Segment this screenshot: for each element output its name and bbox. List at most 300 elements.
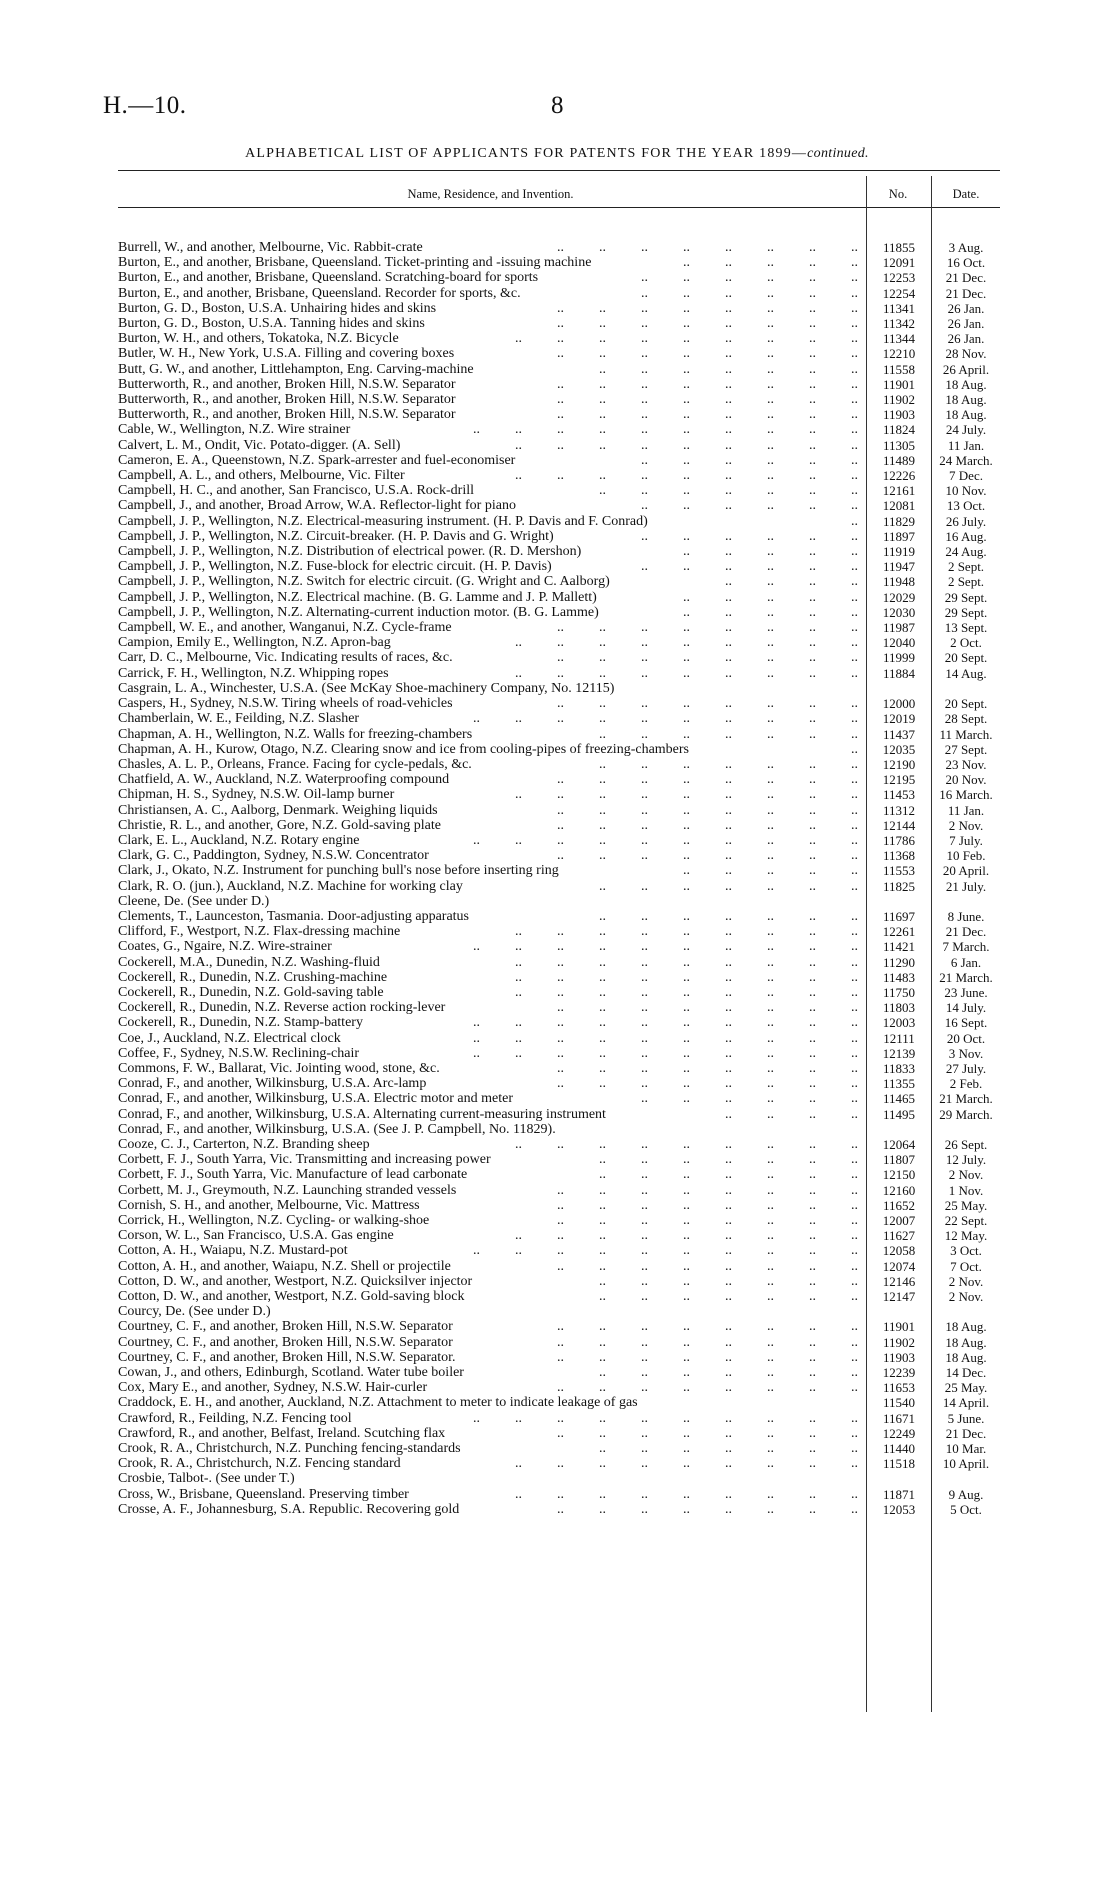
dot-leader: .. .. .. .. .. .. .. ..	[557, 1197, 858, 1213]
table-row	[0, 894, 1114, 909]
dot-leader: .. .. .. .. .. .. .. ..	[557, 376, 858, 392]
dot-leader: .. .. .. .. .. .. .. ..	[557, 407, 858, 423]
patent-number: 11652	[882, 1197, 916, 1213]
report-reference: H.—10.	[103, 92, 187, 119]
table-row	[0, 757, 1114, 772]
dot-leader: .. .. .. .. .. .. .. ..	[557, 1319, 858, 1335]
applicant-entry	[118, 681, 858, 696]
applicant-entry	[118, 1304, 858, 1319]
applicant-text: Chasles, A. L. P., Orleans, France. Facing for cycle-pedals, &c.	[118, 756, 472, 772]
dot-leader: .. .. .. .. .. .. ..	[599, 1365, 858, 1381]
table-row	[0, 453, 1114, 468]
patent-number: 11902	[882, 392, 916, 408]
table-row	[0, 1395, 1114, 1410]
patent-number: 11987	[882, 620, 916, 636]
table-row	[0, 514, 1114, 529]
dot-leader: .. .. .. .. .. .. .. .. ..	[515, 1456, 858, 1472]
dot-leader: .. .. .. .. .. .. .. .. ..	[515, 635, 858, 651]
applicant-text: Cooze, C. J., Carterton, N.Z. Branding sheep	[118, 1136, 370, 1152]
table-row	[0, 1228, 1114, 1243]
applicant-text: Campbell, J. P., Wellington, N.Z. Fuse-block for electric circuit. (H. P. Davis)	[118, 559, 552, 575]
table-row	[0, 483, 1114, 498]
dot-leader: .. .. .. .. .. .. .. ..	[557, 1213, 858, 1228]
applicant-text: Campbell, J. P., Wellington, N.Z. Electrical machine. (B. G. Lamme and J. P. Mallett)	[118, 589, 597, 605]
patent-number: 11437	[882, 726, 916, 742]
patent-number: 12161	[882, 483, 916, 499]
table-row	[0, 803, 1114, 818]
table-row	[0, 574, 1114, 589]
application-date: 14 Aug.	[945, 665, 987, 681]
applicant-text: Cornish, S. H., and another, Melbourne, Vic. Mattress	[118, 1197, 420, 1213]
applicant-text: Clark, R. O. (jun.), Auckland, N.Z. Machine for working clay	[118, 878, 463, 894]
patent-number: 11697	[882, 908, 916, 924]
applicant-text: Clark, G. C., Paddington, Sydney, N.S.W. Concentrator	[118, 848, 429, 864]
patent-number: 11453	[882, 787, 916, 803]
patent-number: 12226	[882, 468, 916, 484]
applicant-text: Corson, W. L., San Francisco, U.S.A. Gas engine	[118, 1228, 394, 1244]
applicant-entry	[118, 1091, 858, 1106]
applicant-text: Butler, W. H., New York, U.S.A. Filling and covering boxes	[118, 346, 455, 362]
application-date: 26 Jan.	[947, 331, 985, 347]
patent-number: 11540	[882, 1395, 916, 1411]
patent-number: 11440	[882, 1441, 916, 1457]
application-date: 2 Nov.	[948, 1289, 984, 1305]
application-date: 10 April.	[942, 1456, 990, 1472]
applicant-entry	[118, 468, 858, 483]
patent-number: 11855	[882, 240, 916, 255]
application-date: 26 Sept.	[944, 1136, 988, 1152]
table-row	[0, 1365, 1114, 1380]
table-row	[0, 1000, 1114, 1015]
application-date: 21 Dec.	[945, 285, 987, 301]
dot-leader: .. .. .. .. .. .. ..	[599, 908, 858, 924]
applicant-text: Burton, E., and another, Brisbane, Queensland. Ticket-printing and -issuing machine	[118, 255, 592, 271]
application-date: 20 April.	[942, 863, 990, 879]
table-row	[0, 1471, 1114, 1486]
dot-leader: .. .. .. .. .. ..	[641, 559, 858, 575]
applicant-text: Chipman, H. S., Sydney, N.S.W. Oil-lamp burner	[118, 787, 395, 803]
applicant-entry	[118, 1411, 858, 1426]
applicant-text: Burton, E., and another, Brisbane, Queensland. Scratching-board for sports	[118, 270, 539, 286]
patent-number: 12030	[882, 604, 916, 620]
table-row	[0, 498, 1114, 513]
dot-leader: .. .. .. .. .. .. .. ..	[557, 1425, 858, 1441]
table-row	[0, 1441, 1114, 1456]
patent-number: 12111	[883, 1030, 915, 1046]
applicant-text: Courcy, De. (See under D.)	[118, 1304, 271, 1320]
patent-number: 12190	[882, 756, 916, 772]
dot-leader: .. .. .. .. .. .. .. ..	[557, 1501, 858, 1517]
application-date: 8 June.	[947, 908, 985, 924]
table-row	[0, 696, 1114, 711]
applicant-text: Cameron, E. A., Queenstown, N.Z. Spark-arrester and fuel-economiser	[118, 452, 516, 468]
application-date: 18 Aug.	[945, 392, 987, 408]
dot-leader: .. .. .. .. .. .. .. .. .. ..	[473, 711, 858, 727]
applicant-entry	[118, 1137, 858, 1152]
applicant-text: Carrick, F. H., Wellington, N.Z. Whipping ropes	[118, 665, 389, 681]
applicant-text: Cleene, De. (See under D.)	[118, 893, 270, 909]
applicant-entry	[118, 240, 858, 255]
table-row	[0, 1015, 1114, 1030]
table-row	[0, 544, 1114, 559]
applicant-entry	[118, 362, 858, 377]
applicant-entry	[118, 1228, 858, 1243]
applicant-text: Crawford, R., Feilding, N.Z. Fencing tool	[118, 1410, 352, 1426]
table-row	[0, 559, 1114, 574]
applicant-text: Coates, G., Ngaire, N.Z. Wire-strainer	[118, 939, 332, 955]
dot-leader: .. .. .. .. .. .. .. ..	[557, 1349, 858, 1365]
patent-number: 11341	[882, 300, 916, 316]
table-row	[0, 1487, 1114, 1502]
dot-leader: .. .. .. .. .. .. .. ..	[557, 1060, 858, 1076]
applicant-entry	[118, 650, 858, 665]
applicant-text: Courtney, C. F., and another, Broken Hill, N.S.W. Separator	[118, 1319, 453, 1335]
application-date: 24 July.	[945, 422, 987, 438]
dot-leader: .. .. .. .. .. ..	[641, 285, 858, 301]
table-row	[0, 1198, 1114, 1213]
application-date: 11 Jan.	[947, 802, 985, 818]
patent-number: 11897	[882, 528, 916, 544]
dot-leader: .. .. .. .. .. .. .. ..	[557, 1076, 858, 1092]
page-title	[0, 146, 1114, 162]
dot-leader: .. .. .. .. .. .. .. .. .. ..	[473, 1045, 858, 1061]
table-row	[0, 970, 1114, 985]
applicant-entry	[118, 1441, 858, 1456]
applicant-text: Butt, G. W., and another, Littlehampton, Eng. Carving-machine	[118, 361, 474, 377]
patent-number: 11999	[882, 650, 916, 666]
application-date: 22 Sept.	[944, 1213, 988, 1228]
table-row	[0, 377, 1114, 392]
applicant-entry	[118, 848, 858, 863]
application-date: 21 Dec.	[945, 1425, 987, 1441]
applicant-entry	[118, 833, 858, 848]
application-date: 9 Aug.	[948, 1486, 984, 1502]
applicant-text: Cable, W., Wellington, N.Z. Wire strainer	[118, 422, 351, 438]
dot-leader: .. .. .. .. .. .. .. .. ..	[515, 437, 858, 453]
applicant-text: Campbell, J. P., Wellington, N.Z. Electrical-measuring instrument. (H. P. Davis and F. Conrad)	[118, 513, 648, 529]
applicant-entry	[118, 407, 858, 422]
application-date: 10 Feb.	[946, 848, 986, 864]
application-date: 21 March.	[939, 1091, 993, 1107]
patent-number: 11825	[882, 878, 916, 894]
dot-leader: .. .. .. .. .. .. ..	[599, 1152, 858, 1168]
dot-leader: .. .. .. .. .. .. .. .. ..	[515, 1486, 858, 1502]
application-date: 7 Oct.	[950, 1258, 982, 1274]
application-date: 21 July.	[945, 878, 987, 894]
applicant-text: Chapman, A. H., Wellington, N.Z. Walls for freezing-chambers	[118, 726, 473, 742]
application-date: 11 March.	[939, 726, 993, 742]
applicant-text: Burton, G. D., Boston, U.S.A. Tanning hides and skins	[118, 316, 425, 332]
table-row	[0, 1380, 1114, 1395]
table-row	[0, 301, 1114, 316]
applicant-text: Caspers, H., Sydney, N.S.W. Tiring wheels of road-vehicles	[118, 696, 453, 712]
application-date: 29 Sept.	[944, 604, 988, 620]
application-date: 24 March.	[939, 452, 993, 468]
applicant-text: Clifford, F., Westport, N.Z. Flax-dressing machine	[118, 924, 401, 940]
dot-leader: .. .. .. .. ..	[683, 255, 858, 271]
applicant-entry	[118, 270, 858, 285]
dot-leader: .. .. .. ..	[725, 1106, 858, 1122]
applicant-text: Christie, R. L., and another, Gore, N.Z. Gold-saving plate	[118, 817, 441, 833]
application-date: 2 Feb.	[949, 1076, 983, 1092]
applicant-entry	[118, 544, 858, 559]
application-date: 26 April.	[942, 361, 990, 377]
dot-leader: .. .. .. .. .. .. .. .. .. ..	[473, 1243, 858, 1259]
applicant-entry	[118, 1152, 858, 1167]
table-row	[0, 270, 1114, 285]
table-row	[0, 1076, 1114, 1091]
dot-leader: .. .. .. .. .. .. .. .. ..	[515, 1136, 858, 1152]
applicant-text: Chapman, A. H., Kurow, Otago, N.Z. Clearing snow and ice from cooling-pipes of freezing-chambers	[118, 741, 689, 757]
patent-number: 12064	[882, 1136, 916, 1152]
application-date: 27 Sept.	[944, 741, 988, 757]
application-date: 20 Sept.	[944, 650, 988, 666]
dot-leader: .. .. .. .. .. .. ..	[599, 726, 858, 742]
dot-leader: .. .. .. .. ..	[683, 544, 858, 560]
application-date: 29 Sept.	[944, 589, 988, 605]
table-row	[0, 590, 1114, 605]
dot-leader: .. .. .. .. .. .. .. .. ..	[515, 468, 858, 484]
applicant-text: Campion, Emily E., Wellington, N.Z. Apron-bag	[118, 635, 391, 651]
table-row	[0, 1319, 1114, 1334]
dot-leader: .. .. .. .. .. .. .. ..	[557, 817, 858, 833]
applicant-text: Campbell, W. E., and another, Wanganui, N.Z. Cycle-frame	[118, 620, 452, 636]
applicant-text: Coffee, F., Sydney, N.S.W. Reclining-chair	[118, 1045, 359, 1061]
table-row	[0, 1167, 1114, 1182]
applicant-entry	[118, 1046, 858, 1061]
applicant-text: Conrad, F., and another, Wilkinsburg, U.S.A. Alternating current-measuring instrument	[118, 1106, 606, 1122]
table-row	[0, 1289, 1114, 1304]
applicant-text: Burton, W. H., and others, Tokatoka, N.Z. Bicycle	[118, 331, 399, 347]
patent-number: 12040	[882, 635, 916, 651]
application-date: 28 Nov.	[945, 346, 987, 362]
applicant-entry	[118, 1380, 858, 1395]
table-row	[0, 1502, 1114, 1517]
applicant-entry	[118, 1456, 858, 1471]
applicant-entry	[118, 1031, 858, 1046]
applicant-entry	[118, 514, 858, 529]
patent-number: 11824	[882, 422, 916, 438]
table-row	[0, 848, 1114, 863]
applicant-entry	[118, 772, 858, 787]
table-row	[0, 635, 1114, 650]
patent-number: 11290	[882, 954, 916, 970]
application-date: 28 Sept.	[944, 711, 988, 727]
patent-number: 12261	[882, 924, 916, 940]
dot-leader: .. .. .. .. .. .. .. ..	[557, 620, 858, 636]
applicant-text: Burton, G. D., Boston, U.S.A. Unhairing hides and skins	[118, 300, 437, 316]
application-date: 6 Jan.	[950, 954, 982, 970]
applicant-entry	[118, 301, 858, 316]
application-date: 16 Aug.	[945, 528, 987, 544]
application-date: 27 July.	[945, 1060, 987, 1076]
dot-leader: .. .. .. .. ..	[683, 863, 858, 879]
table-row	[0, 818, 1114, 833]
dot-leader: .. .. .. .. .. .. .. .. ..	[515, 331, 858, 347]
applicant-entry	[118, 879, 858, 894]
patent-number: 12254	[882, 285, 916, 301]
applicant-entry	[118, 818, 858, 833]
table-row	[0, 286, 1114, 301]
table-row	[0, 620, 1114, 635]
dot-leader: .. .. .. .. .. .. ..	[599, 483, 858, 499]
patent-number: 12139	[882, 1045, 916, 1061]
application-date: 20 Sept.	[944, 696, 988, 712]
patent-number: 11653	[882, 1380, 916, 1396]
applicant-text: Cockerell, M.A., Dunedin, N.Z. Washing-fluid	[118, 954, 380, 970]
patent-number: 12239	[882, 1365, 916, 1381]
dot-leader: .. .. .. .. .. .. .. .. ..	[515, 787, 858, 803]
applicant-entry	[118, 422, 858, 437]
dot-leader: .. .. .. .. .. .. ..	[599, 1167, 858, 1183]
applicant-entry	[118, 1471, 858, 1486]
applicant-entry	[118, 1365, 858, 1380]
dot-leader: .. .. .. .. .. .. .. ..	[557, 772, 858, 788]
applicant-list	[0, 240, 1114, 1517]
dot-leader: .. .. .. .. .. .. .. ..	[557, 848, 858, 864]
patent-number: 11344	[882, 331, 916, 347]
patent-number: 12147	[882, 1289, 916, 1305]
table-header-rule	[118, 207, 1000, 208]
dot-leader: .. .. .. .. .. .. ..	[599, 878, 858, 894]
applicant-text: Corbett, F. J., South Yarra, Vic. Manufacture of lead carbonate	[118, 1167, 468, 1183]
table-row	[0, 1031, 1114, 1046]
application-date: 25 May.	[944, 1197, 988, 1213]
dot-leader: .. .. .. .. .. .. .. .. ..	[515, 954, 858, 970]
applicant-entry	[118, 1274, 858, 1289]
patent-number: 12029	[882, 589, 916, 605]
table-row	[0, 1350, 1114, 1365]
table-row	[0, 1183, 1114, 1198]
patent-number: 11421	[882, 939, 916, 955]
applicant-entry	[118, 803, 858, 818]
page-title-main: ALPHABETICAL LIST OF APPLICANTS FOR PATENTS FOR THE YEAR 1899—	[245, 146, 808, 161]
applicant-text: Coe, J., Auckland, N.Z. Electrical clock	[118, 1030, 341, 1046]
applicant-text: Craddock, E. H., and another, Auckland, N.Z. Attachment to meter to indicate leakage of gas	[118, 1395, 638, 1411]
application-date: 21 March.	[939, 969, 993, 985]
table-row	[0, 727, 1114, 742]
applicant-entry	[118, 1335, 858, 1350]
applicant-text: Burton, E., and another, Brisbane, Queensland. Recorder for sports, &c.	[118, 285, 521, 301]
column-header-name: Name, Residence, and Invention.	[407, 187, 574, 201]
table-row	[0, 346, 1114, 361]
applicant-entry	[118, 711, 858, 726]
applicant-text: Campbell, J. P., Wellington, N.Z. Switch for electric circuit. (G. Wright and C. Aalborg)	[118, 574, 610, 590]
patent-number: 12150	[882, 1167, 916, 1183]
applicant-entry	[118, 529, 858, 544]
applicant-text: Corrick, H., Wellington, N.Z. Cycling- or walking-shoe	[118, 1213, 430, 1228]
applicant-entry	[118, 438, 858, 453]
table-row	[0, 924, 1114, 939]
column-header-number: No.	[888, 187, 908, 201]
application-date: 12 May.	[944, 1228, 988, 1244]
patent-number: 11829	[882, 513, 916, 529]
applicant-text: Cockerell, R., Dunedin, N.Z. Stamp-battery	[118, 1015, 363, 1031]
patent-number: 12160	[882, 1182, 916, 1198]
applicant-entry	[118, 1319, 858, 1334]
applicant-entry	[118, 1015, 858, 1030]
applicant-entry	[118, 1183, 858, 1198]
applicant-entry	[118, 1000, 858, 1015]
applicant-entry	[118, 1487, 858, 1502]
table-row	[0, 681, 1114, 696]
dot-leader: .. .. .. .. .. .. .. ..	[557, 346, 858, 362]
table-row	[0, 1426, 1114, 1441]
application-date: 14 Dec.	[945, 1365, 987, 1381]
patent-number: 11903	[882, 407, 916, 423]
table-row	[0, 1304, 1114, 1319]
applicant-entry	[118, 696, 858, 711]
application-date: 16 March.	[939, 787, 993, 803]
applicant-entry	[118, 1502, 858, 1517]
applicant-entry	[118, 635, 858, 650]
patent-number: 12003	[882, 1015, 916, 1031]
table-row	[0, 422, 1114, 437]
applicant-text: Butterworth, R., and another, Broken Hill, N.S.W. Separator	[118, 376, 456, 392]
dot-leader: .. .. .. .. .. .. .. ..	[557, 1380, 858, 1396]
patent-number: 11518	[882, 1456, 916, 1472]
application-date: 2 Sept.	[947, 574, 985, 590]
dot-leader: .. .. .. .. .. .. .. .. .. ..	[473, 1030, 858, 1046]
dot-leader: .. .. .. .. .. ..	[641, 1091, 858, 1107]
table-row	[0, 392, 1114, 407]
dot-leader: .. .. .. .. .. .. .. .. ..	[515, 665, 858, 681]
application-date: 26 Jan.	[947, 300, 985, 316]
table-row	[0, 240, 1114, 255]
application-date: 2 Nov.	[948, 1167, 984, 1183]
applicant-text: Conrad, F., and another, Wilkinsburg, U.S.A. (See J. P. Campbell, No. 11829).	[118, 1121, 556, 1137]
applicant-entry	[118, 453, 858, 468]
dot-leader: .. .. .. .. .. .. .. .. ..	[515, 1228, 858, 1244]
applicant-text: Crosbie, Talbot-. (See under T.)	[118, 1471, 295, 1487]
applicant-text: Clements, T., Launceston, Tasmania. Door-adjusting apparatus	[118, 908, 469, 924]
table-top-rule	[118, 170, 1000, 171]
patent-number: 11368	[882, 848, 916, 864]
patent-number: 11750	[882, 984, 916, 1000]
dot-leader: .. .. .. .. ..	[683, 604, 858, 620]
table-row	[0, 666, 1114, 681]
applicant-text: Chamberlain, W. E., Feilding, N.Z. Slasher	[118, 711, 360, 727]
applicant-entry	[118, 1395, 858, 1410]
applicant-entry	[118, 985, 858, 1000]
application-date: 23 June.	[944, 984, 988, 1000]
applicant-entry	[118, 483, 858, 498]
patent-number: 11902	[882, 1334, 916, 1350]
table-row	[0, 529, 1114, 544]
applicant-entry	[118, 1426, 858, 1441]
applicant-text: Cross, W., Brisbane, Queensland. Preserving timber	[118, 1486, 409, 1502]
application-date: 16 Oct.	[946, 255, 986, 271]
application-date: 25 May.	[944, 1380, 988, 1396]
table-row	[0, 316, 1114, 331]
applicant-text: Cowan, J., and others, Edinburgh, Scotland. Water tube boiler	[118, 1365, 464, 1381]
application-date: 7 July.	[949, 832, 983, 848]
dot-leader: .. .. .. .. .. ..	[641, 452, 858, 468]
table-row	[0, 1122, 1114, 1137]
application-date: 7 March.	[942, 939, 990, 955]
applicant-entry	[118, 1061, 858, 1076]
patent-number: 11312	[882, 802, 916, 818]
applicant-text: Burrell, W., and another, Melbourne, Vic. Rabbit-crate	[118, 240, 423, 255]
patent-number: 11901	[882, 376, 916, 392]
applicant-entry	[118, 1243, 858, 1258]
dot-leader: .. .. .. .. .. .. ..	[599, 1289, 858, 1305]
applicant-entry	[118, 894, 858, 909]
table-row	[0, 985, 1114, 1000]
dot-leader: .. .. .. .. .. .. .. ..	[557, 1000, 858, 1016]
application-date: 21 Dec.	[945, 270, 987, 286]
applicant-entry	[118, 346, 858, 361]
